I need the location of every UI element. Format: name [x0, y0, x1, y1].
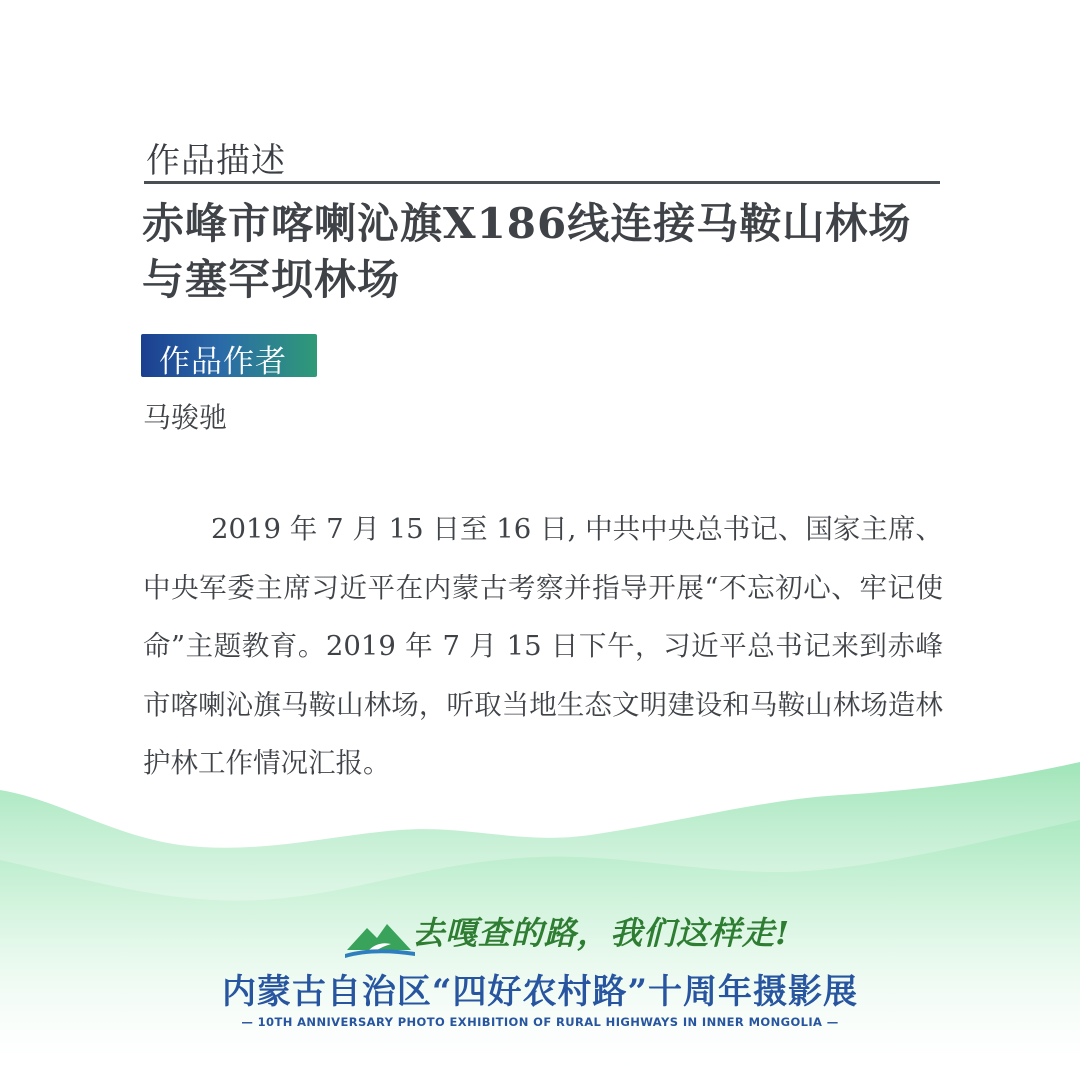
author-badge [141, 334, 317, 380]
work-title-line-1: 赤峰市喀喇沁旗X186线连接马鞍山林场 [142, 199, 912, 248]
work-title [142, 196, 962, 308]
work-title-line-2: 与塞罕坝林场 [142, 255, 401, 304]
exhibition-title: 内蒙古自治区“四好农村路”十周年摄影展 [221, 972, 859, 1012]
author-name: 马骏驰 [143, 401, 228, 434]
author-label: 作品作者 [159, 344, 287, 380]
exhibition-subtitle: — 10TH ANNIVERSARY PHOTO EXHIBITION OF RURAL HIGHWAYS IN INNER MONGOLIA — [241, 1015, 839, 1029]
description-label: 作品描述 [146, 141, 286, 181]
body-paragraph: 2019 年 7 月 15 日至 16 日, 中共中央总书记、国家主席、中央军委主席习近平在内蒙古考察并指导开展“不忘初心、牢记使命”主题教育。2019 年 7 月 15 日下午，习近平总书记来到赤峰市喀喇沁旗马鞍山林场，听取当地生态文明建设和马鞍山林场造林护林工作情况汇报。 [143, 513, 943, 779]
exhibition-slogan: 去嘎查的路，我们这样走! [412, 914, 791, 952]
mountain-road-logo-icon [345, 916, 415, 960]
header-divider [144, 181, 940, 184]
